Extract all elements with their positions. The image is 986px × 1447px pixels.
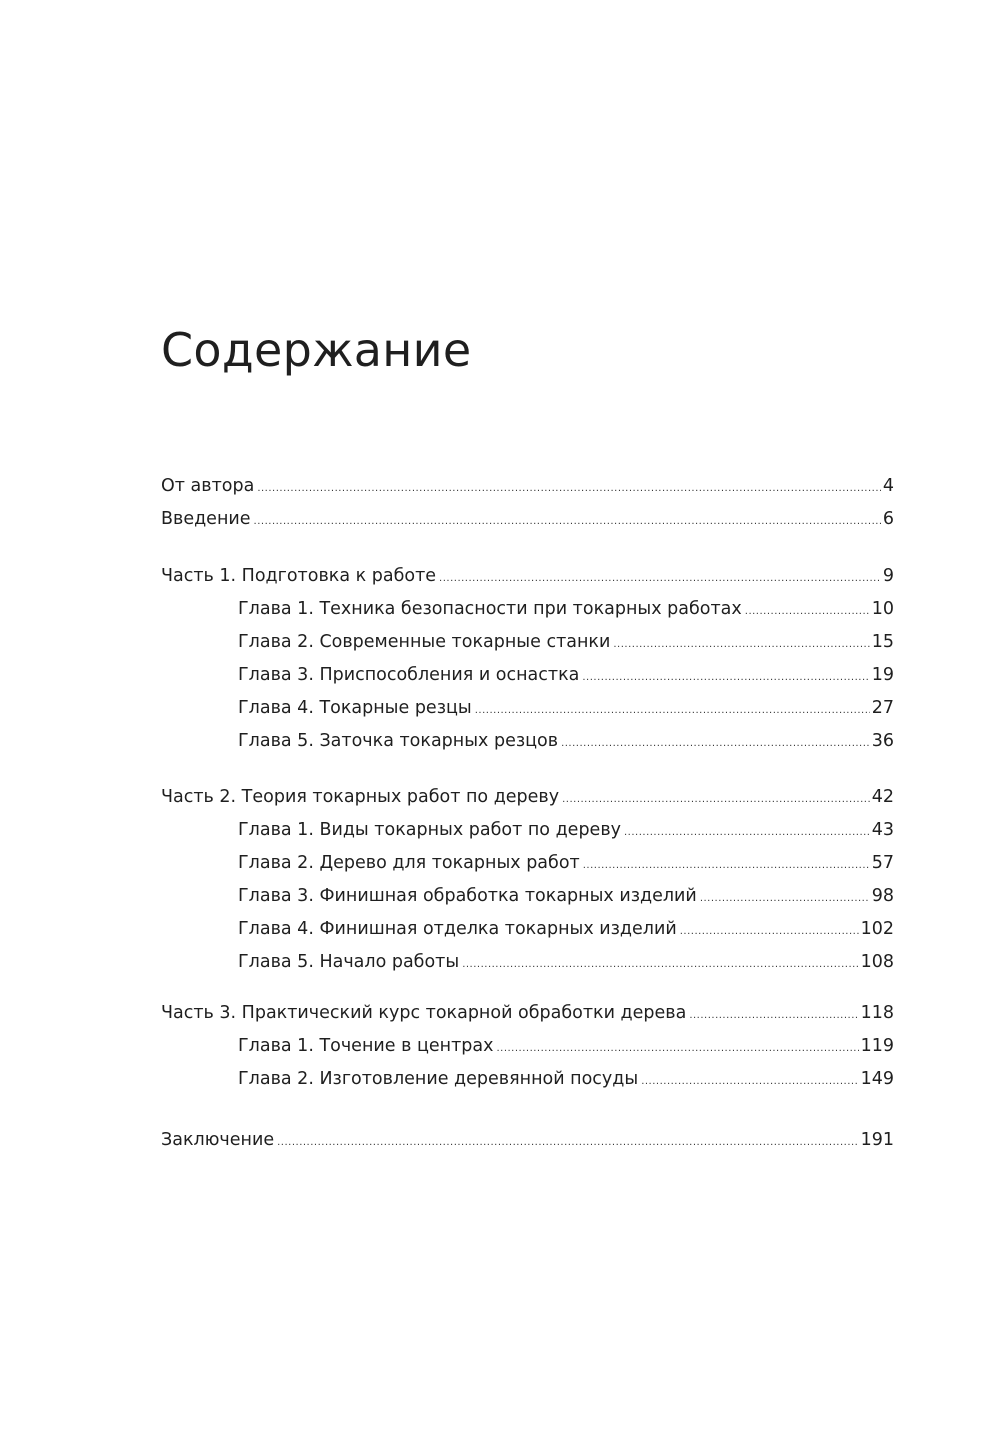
dot-leader <box>254 505 881 538</box>
toc-entry-from-author[interactable] <box>161 470 894 503</box>
table-of-contents <box>161 470 894 1157</box>
toc-entry-page: 98 <box>871 886 894 906</box>
toc-entry-page: 36 <box>871 731 894 751</box>
toc-entry-part-2[interactable] <box>161 781 894 814</box>
toc-part-3-group <box>161 997 894 1096</box>
toc-entry-label: Глава 4. Токарные резцы <box>238 698 472 718</box>
toc-entry-page: 9 <box>882 566 894 586</box>
dot-leader <box>439 562 881 595</box>
toc-entry-page: 108 <box>860 952 894 972</box>
toc-entry-label: Глава 2. Дерево для токарных работ <box>238 853 580 873</box>
toc-entry-part-1-chapter-5[interactable] <box>161 725 894 758</box>
dot-leader <box>583 849 870 882</box>
toc-entry-page: 19 <box>871 665 894 685</box>
toc-entry-label: Заключение <box>161 1130 275 1150</box>
toc-entry-part-1[interactable] <box>161 560 894 593</box>
dot-leader <box>680 915 859 948</box>
dot-leader <box>475 694 870 727</box>
toc-entry-label: Глава 5. Начало работы <box>238 952 460 972</box>
toc-entry-label: Глава 1. Виды токарных работ по дереву <box>238 820 621 840</box>
dot-leader <box>689 999 858 1032</box>
toc-entry-label: Часть 3. Практический курс токарной обработки дерева <box>161 1003 687 1023</box>
toc-entry-part-1-chapter-3[interactable] <box>161 659 894 692</box>
toc-conclusion-group <box>161 1124 894 1157</box>
dot-leader <box>745 595 870 628</box>
dot-leader <box>561 727 870 760</box>
dot-leader <box>462 948 858 981</box>
toc-entry-label: От автора <box>161 476 255 496</box>
toc-entry-part-2-chapter-1[interactable] <box>161 814 894 847</box>
toc-entry-page: 4 <box>882 476 894 496</box>
toc-entry-page: 43 <box>871 820 894 840</box>
toc-entry-part-2-chapter-5[interactable] <box>161 946 894 979</box>
toc-entry-page: 191 <box>860 1130 894 1150</box>
toc-entry-part-2-chapter-3[interactable] <box>161 880 894 913</box>
toc-entry-label: Глава 1. Техника безопасности при токарных работах <box>238 599 742 619</box>
toc-entry-label: Глава 2. Современные токарные станки <box>238 632 611 652</box>
toc-part-2-group <box>161 781 894 979</box>
toc-entry-label: Часть 2. Теория токарных работ по дереву <box>161 787 560 807</box>
toc-entry-label: Глава 3. Финишная обработка токарных изделий <box>238 886 697 906</box>
toc-entry-part-3-chapter-1[interactable] <box>161 1030 894 1063</box>
page-title: Содержание <box>161 323 472 377</box>
toc-entry-page: 149 <box>860 1069 894 1089</box>
toc-entry-part-1-chapter-2[interactable] <box>161 626 894 659</box>
toc-entry-label: Глава 4. Финишная отделка токарных изделий <box>238 919 677 939</box>
dot-leader <box>613 628 869 661</box>
dot-leader <box>496 1032 858 1065</box>
toc-entry-introduction[interactable] <box>161 503 894 536</box>
toc-entry-part-3[interactable] <box>161 997 894 1030</box>
dot-leader <box>700 882 870 915</box>
toc-entry-page: 15 <box>871 632 894 652</box>
dot-leader <box>562 783 870 816</box>
toc-entry-label: Глава 2. Изготовление деревянной посуды <box>238 1069 639 1089</box>
dot-leader <box>582 661 869 694</box>
toc-entry-page: 6 <box>882 509 894 529</box>
toc-part-1-group <box>161 560 894 758</box>
dot-leader <box>277 1126 858 1159</box>
toc-entry-part-2-chapter-4[interactable] <box>161 913 894 946</box>
dot-leader <box>624 816 870 849</box>
toc-entry-label: Часть 1. Подготовка к работе <box>161 566 437 586</box>
toc-entry-label: Глава 1. Точение в центрах <box>238 1036 494 1056</box>
toc-intro-group <box>161 470 894 536</box>
toc-entry-page: 102 <box>860 919 894 939</box>
toc-entry-page: 57 <box>871 853 894 873</box>
toc-entry-label: Введение <box>161 509 251 529</box>
toc-entry-label: Глава 5. Заточка токарных резцов <box>238 731 559 751</box>
toc-entry-part-1-chapter-1[interactable] <box>161 593 894 626</box>
toc-entry-part-3-chapter-2[interactable] <box>161 1063 894 1096</box>
toc-entry-conclusion[interactable] <box>161 1124 894 1157</box>
toc-entry-page: 119 <box>860 1036 894 1056</box>
toc-entry-page: 27 <box>871 698 894 718</box>
toc-entry-page: 10 <box>871 599 894 619</box>
toc-entry-part-2-chapter-2[interactable] <box>161 847 894 880</box>
toc-entry-page: 42 <box>871 787 894 807</box>
toc-entry-part-1-chapter-4[interactable] <box>161 692 894 725</box>
toc-entry-page: 118 <box>860 1003 894 1023</box>
dot-leader <box>257 472 881 505</box>
toc-entry-label: Глава 3. Приспособления и оснастка <box>238 665 580 685</box>
dot-leader <box>641 1065 858 1098</box>
